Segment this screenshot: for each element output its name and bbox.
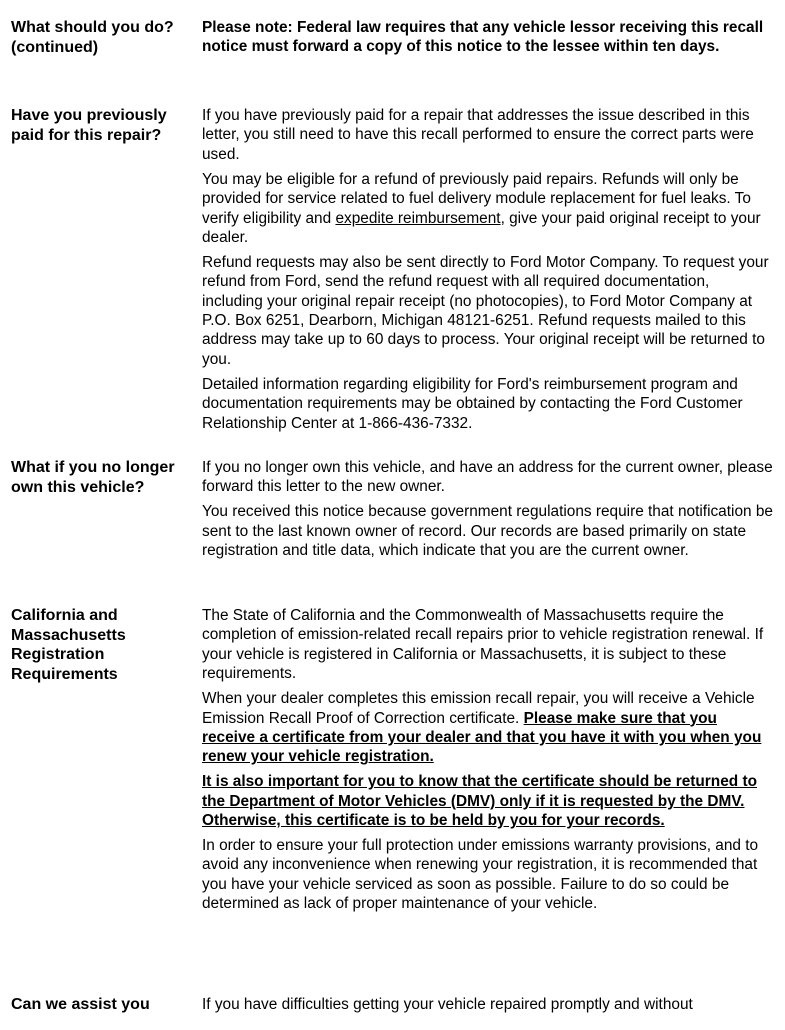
assist-paragraph: If you have difficulties getting your vehicle repaired promptly and without	[202, 996, 693, 1013]
forward-letter-paragraph: If you no longer own this vehicle, and have an address for the current owner, please forward this letter to the new owner.	[202, 459, 773, 496]
refund-eligibility-text: You may be eligible for a refund of previously paid repairs. Refunds will only be provided for service related to fuel delivery module replacement for fuel leaks. To verify eligibility and	[202, 170, 751, 227]
state-requirement-paragraph: The State of California and the Commonwealth of Massachusetts require the completion of emission-related recall repairs prior to vehicle registration renewal. If your vehicle is registered in California or Massachusetts, it is subject to these requirements.	[202, 607, 764, 683]
refund-request-paragraph: Refund requests may also be sent directly to Ford Motor Company. To request your refund from Ford, send the refund request with all required documentation, including your original repair receipt (no photocopies), to Ford Motor Company at P.O. Box 6251, Dearborn, Michigan 48121-6251. Refund requests mailed to this address may take up to 60 days to process. Your original receipt will be returned to you.	[202, 253, 769, 368]
section-heading: California and Massachusetts Registration Requirements	[11, 607, 126, 683]
section-body	[202, 18, 774, 62]
lessor-notice-paragraph: Please note: Federal law requires that any vehicle lessor receiving this recall notice must forward a copy of this notice to the lessee within ten days.	[202, 19, 764, 56]
certificate-text: When your dealer completes this emission recall repair, you will receive a Vehicle Emission Recall Proof of Correction certificate.	[202, 690, 755, 727]
section-body	[202, 458, 774, 566]
certificate-paragraph	[202, 689, 774, 767]
section-body	[202, 606, 774, 919]
section-heading: Can we assist you	[11, 996, 150, 1013]
refund-eligibility-paragraph	[202, 170, 774, 248]
section-heading: Have you previously paid for this repair?	[11, 107, 167, 144]
recall-still-needed-paragraph: If you have previously paid for a repair that addresses the issue described in this letter, you still need to have this recall performed to ensure the correct parts were used.	[202, 107, 754, 163]
notice-reason-paragraph: You received this notice because government regulations require that notification be sent to the last known owner of record. Our records are based primarily on state registration and title data, which indicate that you are the current owner.	[202, 503, 773, 560]
expedite-reimbursement-text: expedite reimbursement	[335, 209, 501, 227]
section-body	[202, 106, 774, 439]
section-heading: What if you no longer own this vehicle?	[11, 459, 175, 496]
reimbursement-info-paragraph: Detailed information regarding eligibility for Ford's reimbursement program and documentation requirements may be obtained by contacting the Ford Customer Relationship Center at 1-866-436-7332.	[202, 375, 743, 432]
dmv-certificate-paragraph: It is also important for you to know that the certificate should be returned to the Department of Motor Vehicles (DMV) only if it is requested by the DMV. Otherwise, this certificate is to be held by you for your records.	[202, 773, 757, 830]
refund-eligibility-text-end: , give your paid original receipt to your dealer.	[202, 209, 761, 246]
certificate-emphasis-text: Please make sure that you receive a certificate from your dealer and that you have it with you when you renew your vehicle registration.	[202, 709, 762, 766]
emissions-warranty-paragraph: In order to ensure your full protection under emissions warranty provisions, and to avoid any inconvenience when renewing your registration, it is recommended that you have your vehicle serviced as soon as possible. Failure to do so could be determined as lack of proper maintenance of your vehicle.	[202, 836, 759, 913]
section-body	[202, 995, 774, 1020]
section-heading: What should you do? (continued)	[11, 19, 174, 56]
